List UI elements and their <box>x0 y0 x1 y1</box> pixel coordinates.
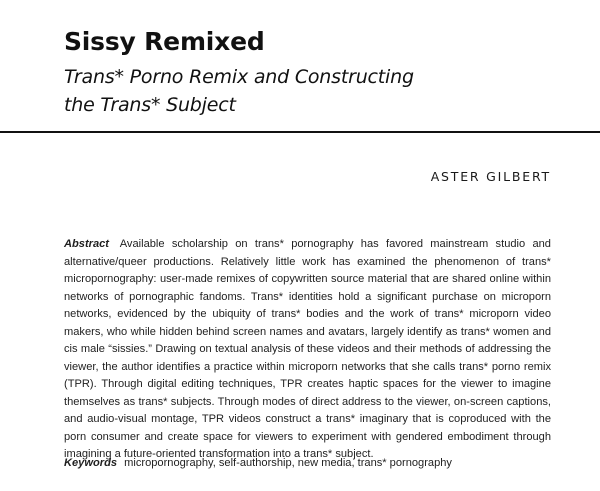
abstract-label: Abstract <box>64 238 110 250</box>
keywords-label: Keywords <box>64 457 118 469</box>
keywords-paragraph <box>64 455 551 473</box>
title-divider <box>0 131 600 133</box>
keywords-text: micropornography, self-authorship, new media, trans* pornography <box>124 457 452 469</box>
subtitle-line-2: the Trans* Subject <box>64 94 236 116</box>
abstract-text: Available scholarship on trans* pornography has favored mainstream studio and alternative/queer productions. Relatively little work has examined the phenomenon of trans* micropornography: user-made remixes of copywritten source material that are shared online within networks of pornographic fandoms. Trans* identities hold a significant purchase on microporn networks, evidenced by the ubiquity of trans* bodies and the work of trans* microporn video makers, who while hidden behind screen names and avatars, largely identify as trans* women and cis male “sissies.” Drawing on textual analysis of these videos and their methods of addressing the viewer, the author identifies a practice within microporn networks that she calls trans* porno remix (TPR). Through digital editing techniques, TPR creates haptic spaces for the viewer to imagine themselves as trans* subjects. Through modes of direct address to the viewer, on-screen captions, and audio-visual montage, TPR videos construct a trans* imaginary that is coproduced with the porn consumer and create space for viewers to experiment with gendered embodiment through imagining a future-oriented transformation into a trans* subject. <box>64 238 551 460</box>
subtitle-line-1: Trans* Porno Remix and Constructing <box>64 66 414 88</box>
author-name: ASTER GILBERT <box>430 169 551 184</box>
article-title: Sissy Remixed <box>64 27 265 56</box>
abstract-paragraph <box>64 236 551 464</box>
article-subtitle <box>64 63 444 119</box>
